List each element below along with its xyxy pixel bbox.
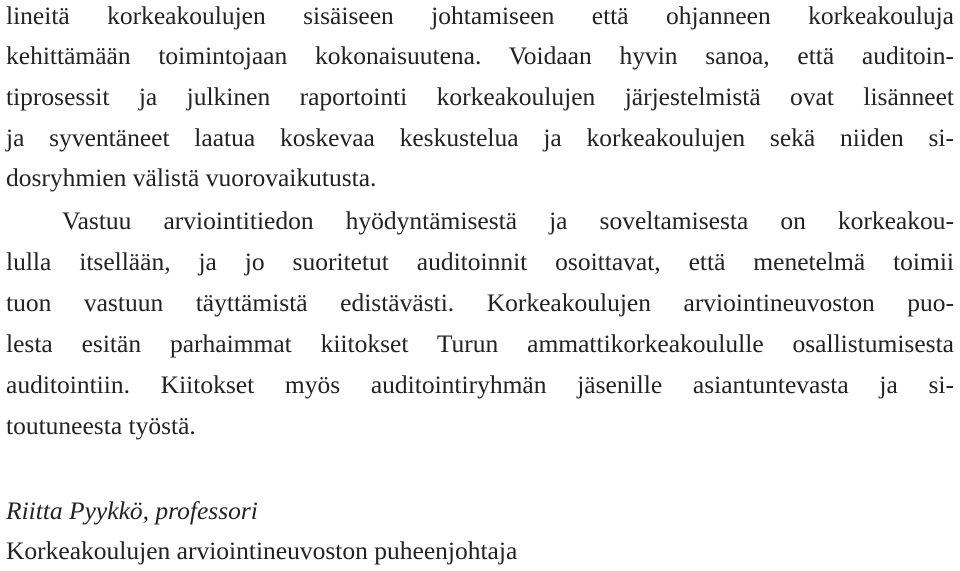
text-line: toutuneesta työstä. [6, 411, 196, 440]
text-line: auditointiin. Kiitokset myös auditointiryhmän jäsenille asiantuntevasta ja si- [6, 370, 954, 399]
text-line: ja syventäneet laatua koskevaa keskustelua ja korkeakoulujen sekä niiden si- [6, 123, 954, 152]
text-line: tiprosessit ja julkinen raportointi korkeakoulujen järjestelmistä ovat lisänneet [6, 82, 954, 111]
text-line: dosryhmien välistä vuorovaikutusta. [6, 163, 377, 192]
text-line: tuon vastuun täyttämistä edistävästi. Korkeakoulujen arviointineuvoston puo- [6, 288, 954, 317]
text-line: lineitä korkeakoulujen sisäiseen johtamiseen että ohjanneen korkeakouluja [6, 1, 954, 30]
text-line: lulla itsellään, ja jo suoritetut auditoinnit osoittavat, että menetelmä toimii [6, 247, 954, 276]
text-line: kehittämään toimintojaan kokonaisuutena. Voidaan hyvin sanoa, että auditoin- [6, 41, 954, 70]
signature-name: Riitta Pyykkö, professori [6, 496, 258, 525]
signature-title: Korkeakoulujen arviointineuvoston puheenjohtaja [6, 536, 518, 565]
text-line: lesta esitän parhaimmat kiitokset Turun ammattikorkeakoululle osallistumisesta [6, 329, 954, 358]
text-line: Vastuu arviointitiedon hyödyntämisestä ja soveltamisesta on korkeakou- [62, 206, 954, 235]
